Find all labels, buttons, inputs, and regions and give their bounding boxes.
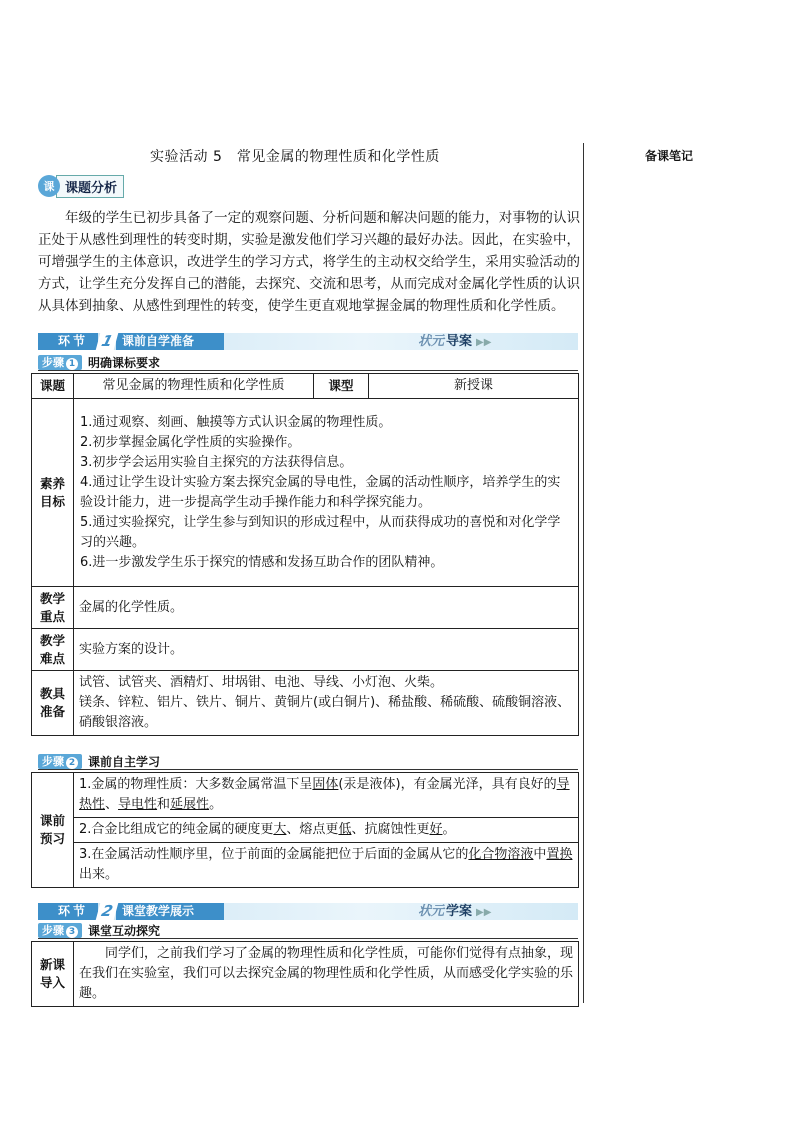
step-pill: 步骤 1 xyxy=(38,355,82,370)
double-arrow-icon: ▶▶ xyxy=(476,337,492,348)
preview-row-3: 3.在金属活动性顺序里，位于前面的金属能把位于后面的金属从它的化合物溶液中置换出来。 xyxy=(74,843,579,888)
cell-type-header: 课型 xyxy=(314,374,369,399)
step-underline xyxy=(38,370,578,371)
goal-item: 4.通过让学生设计实验方案去探究金属的导电性，金属的活动性顺序，培养学生的实验设计能力，进一步提高学生动手操作能力和科学探究能力。 xyxy=(80,474,561,510)
section-huanjie-label: 环节 xyxy=(38,333,98,350)
section-banner-1 xyxy=(38,333,578,350)
step-number-icon: 3 xyxy=(66,926,78,938)
step-number-icon: 1 xyxy=(66,358,78,370)
section-number: 1 xyxy=(96,333,119,350)
preview-table xyxy=(31,772,579,888)
cell-topic-header: 课题 xyxy=(32,374,74,399)
section-right-label: 状元 学案 ▶▶ xyxy=(418,904,492,919)
section-banner-2 xyxy=(38,903,578,920)
cell-key: 金属的化学性质。 xyxy=(74,587,579,629)
cell-diff-header: 教学难点 xyxy=(32,629,74,671)
intro-table xyxy=(31,941,579,1007)
badge-bubble-icon: 课 xyxy=(38,175,60,197)
step-1-header xyxy=(38,354,160,370)
page-title: 实验活动 5 常见金属的物理性质和化学性质 xyxy=(150,149,440,165)
step-underline xyxy=(38,769,578,770)
section-title: 课前自学准备 xyxy=(116,333,224,350)
notes-column-title: 备课笔记 xyxy=(645,149,694,163)
intro-paragraph: 年级的学生已初步具备了一定的观察问题、分析问题和解决问题的能力，对事物的认识正处于从感性到理性的转变时期，实验是激发他们学习兴趣的最好办法。因此，在实验中，可增强学生的主体意识，改进学生的学习方式，将学生的主动权交给学生，采用实验活动的方式，让学生充分发挥自己的潜能，去探究、交流和思考，从而完成对金属化学性质的认识从具体到抽象、从感性到理性的转变，使学生更直观地掌握金属的物理性质和化学性质。 xyxy=(38,210,580,314)
step-underline xyxy=(38,938,578,939)
step-pill: 步骤 2 xyxy=(38,754,82,769)
step-title: 课堂互动探究 xyxy=(88,923,161,938)
cell-goals xyxy=(74,399,579,587)
step-3-header xyxy=(38,922,160,938)
cell-diff: 实验方案的设计。 xyxy=(74,629,579,671)
cell-topic: 常见金属的物理性质和化学性质 xyxy=(74,374,314,399)
badge-label: 课题分析 xyxy=(56,175,124,198)
cell-intro-text: 同学们，之前我们学习了金属的物理性质和化学性质，可能你们觉得有点抽象，现在我们在实验室，我们可以去探究金属的物理性质和化学性质，从而感受化学实验的乐趣。 xyxy=(74,942,579,1007)
step-2-header xyxy=(38,753,160,769)
goal-item: 3.初步学会运用实验自主探究的方法获得信息。 xyxy=(80,454,353,470)
section-title: 课堂教学展示 xyxy=(116,903,224,920)
cell-tools-header: 教具准备 xyxy=(32,671,74,736)
notes-divider xyxy=(583,143,584,1003)
goal-item: 5.通过实验探究，让学生参与到知识的形成过程中，从而获得成功的喜悦和对化学学习的兴趣。 xyxy=(80,514,561,550)
course-table xyxy=(31,373,579,736)
goal-item: 1.通过观察、刻画、触摸等方式认识金属的物理性质。 xyxy=(80,414,392,430)
cell-type: 新授课 xyxy=(369,374,579,399)
cell-intro-header: 新课导入 xyxy=(32,942,74,1007)
preview-row-1: 1.金属的物理性质：大多数金属常温下呈固体(汞是液体)，有金属光泽，具有良好的导热性、导电性和延展性。 xyxy=(74,773,579,818)
section-number: 2 xyxy=(96,903,119,920)
goal-item: 6.进一步激发学生乐于探究的情感和发扬互助合作的团队精神。 xyxy=(80,554,444,570)
section-huanjie-label: 环节 xyxy=(38,903,98,920)
section-right-label: 状元 导案 ▶▶ xyxy=(418,334,492,349)
cell-preview-header: 课前预习 xyxy=(32,773,74,888)
step-number-icon: 2 xyxy=(66,757,78,769)
topic-analysis-badge xyxy=(38,176,124,196)
goal-item: 2.初步掌握金属化学性质的实验操作。 xyxy=(80,434,301,450)
cell-key-header: 教学重点 xyxy=(32,587,74,629)
cell-tools: 试管、试管夹、酒精灯、坩埚钳、电池、导线、小灯泡、火柴。 镁条、锌粒、铝片、铁片、铜片、黄铜片(或白铜片)、稀盐酸、稀硫酸、硫酸铜溶液、硝酸银溶液。 xyxy=(74,671,579,736)
double-arrow-icon: ▶▶ xyxy=(476,907,492,918)
step-pill: 步骤 3 xyxy=(38,923,82,938)
step-title: 课前自主学习 xyxy=(88,754,161,769)
cell-goals-header: 素养目标 xyxy=(32,399,74,587)
preview-row-2: 2.合金比组成它的纯金属的硬度更大、熔点更低、抗腐蚀性更好。 xyxy=(74,818,579,843)
step-title: 明确课标要求 xyxy=(88,355,161,370)
